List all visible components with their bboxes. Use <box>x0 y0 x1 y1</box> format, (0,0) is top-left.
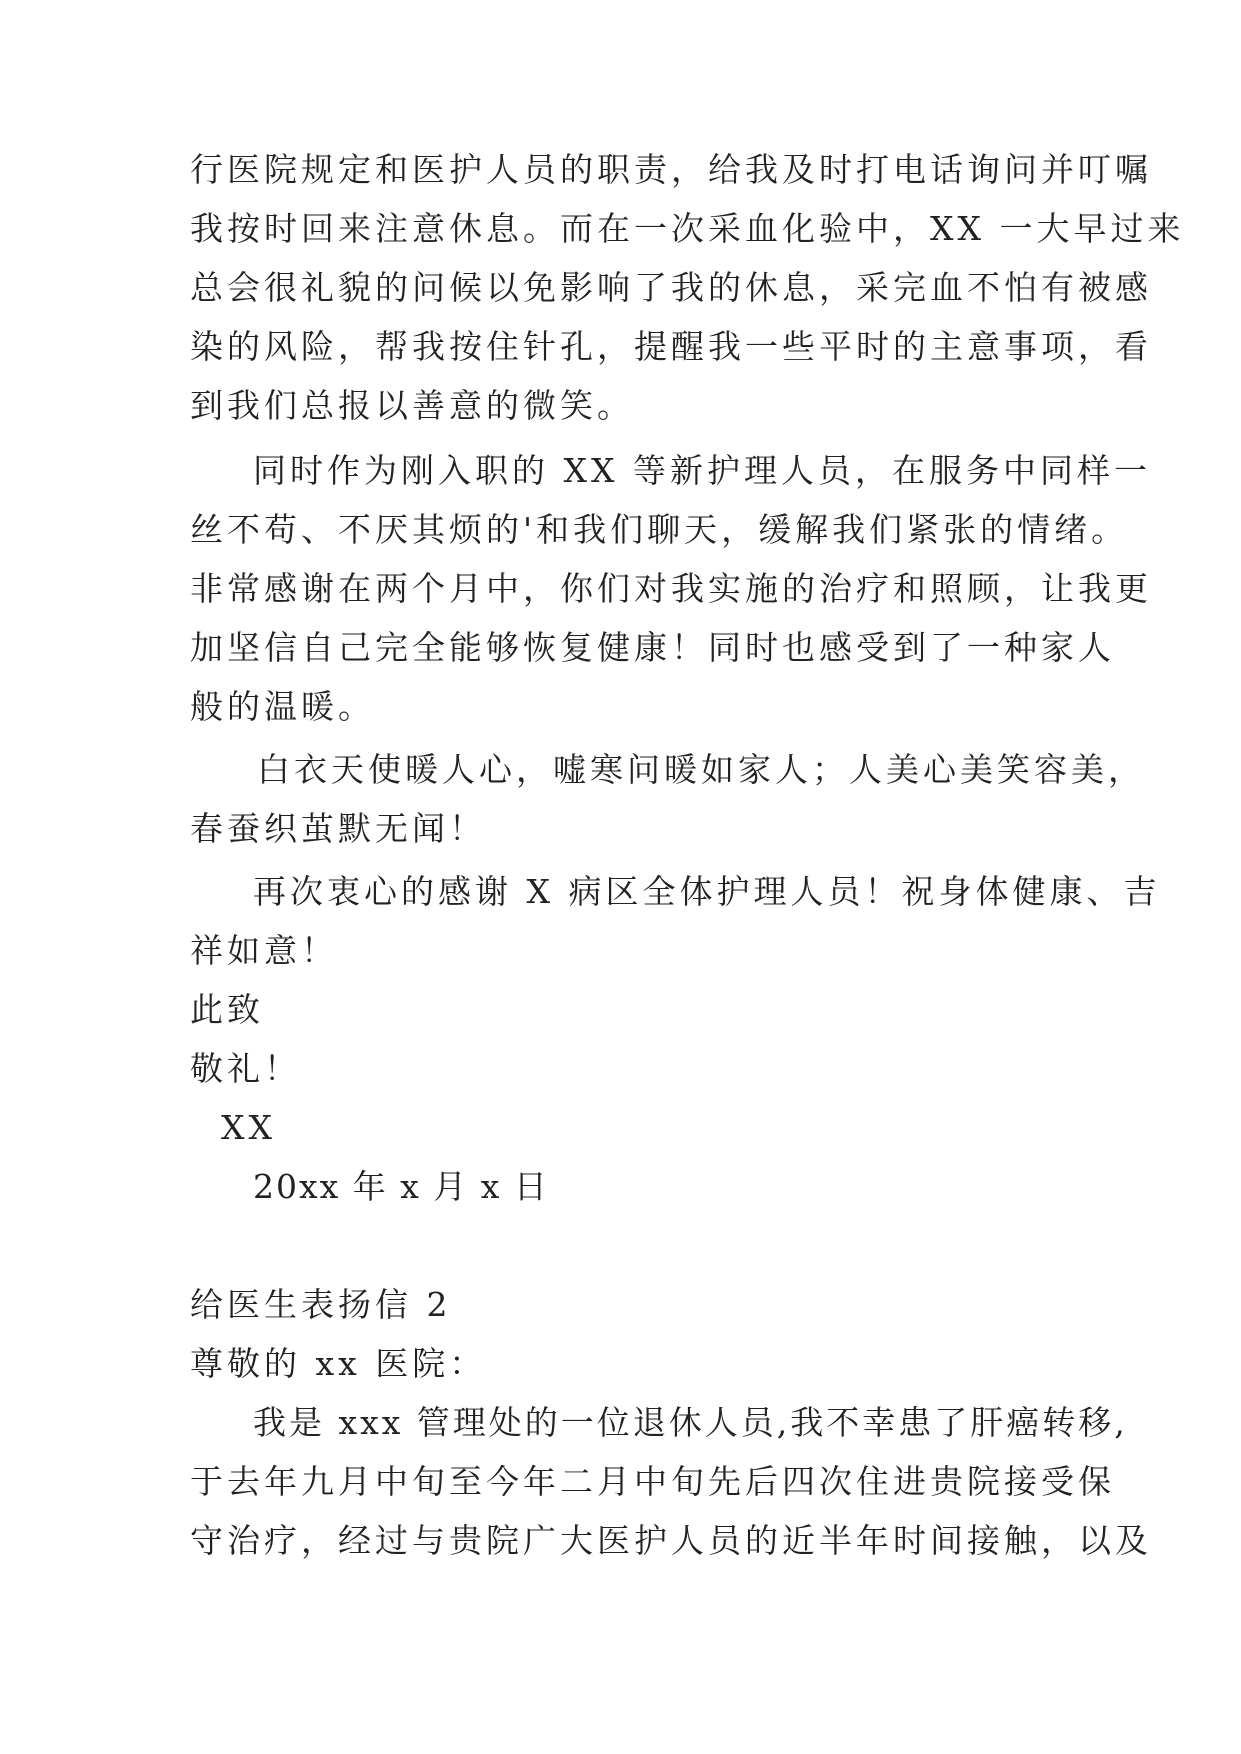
body-line: 总会很礼貌的问候以免影响了我的休息，采完血不怕有被感 <box>190 268 1152 307</box>
closing-salutation: 此致 <box>190 990 264 1029</box>
body-line: 非常感谢在两个月中，你们对我实施的治疗和照顾，让我更 <box>190 569 1152 608</box>
body-line: 般的温暖。 <box>190 687 375 726</box>
body-line: 染的风险，帮我按住针孔，提醒我一些平时的主意事项，看 <box>190 327 1152 366</box>
paragraph-start-line: 同时作为刚入职的 XX 等新护理人员，在服务中同样一 <box>253 451 1151 490</box>
body-line: 行医院规定和医护人员的职责，给我及时打电话询问并叮嘱 <box>190 150 1152 189</box>
body-line: 到我们总报以善意的微笑。 <box>190 386 634 425</box>
body-line: 守治疗，经过与贵院广大医护人员的近半年时间接触，以及 <box>190 1521 1152 1560</box>
body-line: 我按时回来注意休息。而在一次采血化验中，XX 一大早过来 <box>190 209 1185 248</box>
signature: XX <box>221 1108 276 1147</box>
paragraph-start-line: 我是 xxx 管理处的一位退休人员,我不幸患了肝癌转移, <box>253 1403 1128 1442</box>
body-line: 丝不苟、不厌其烦的'和我们聊天，缓解我们紧张的情绪。 <box>190 510 1129 549</box>
paragraph-start-line: 再次衷心的感谢 X 病区全体护理人员！祝身体健康、吉 <box>253 872 1161 911</box>
paragraph-start-line: 白衣天使暖人心，嘘寒问暖如家人；人美心美笑容美， <box>257 750 1145 789</box>
letter-date: 20xx 年 x 月 x 日 <box>253 1167 549 1206</box>
body-line: 加坚信自己完全能够恢复健康！同时也感受到了一种家人 <box>190 628 1115 667</box>
body-line: 春蚕织茧默无闻！ <box>190 809 486 848</box>
section-title: 给医生表扬信 2 <box>190 1285 452 1324</box>
closing-regards: 敬礼！ <box>190 1049 301 1088</box>
body-line: 祥如意！ <box>190 931 338 970</box>
body-line: 于去年九月中旬至今年二月中旬先后四次住进贵院接受保 <box>190 1462 1115 1501</box>
letter-greeting: 尊敬的 xx 医院： <box>190 1344 487 1383</box>
